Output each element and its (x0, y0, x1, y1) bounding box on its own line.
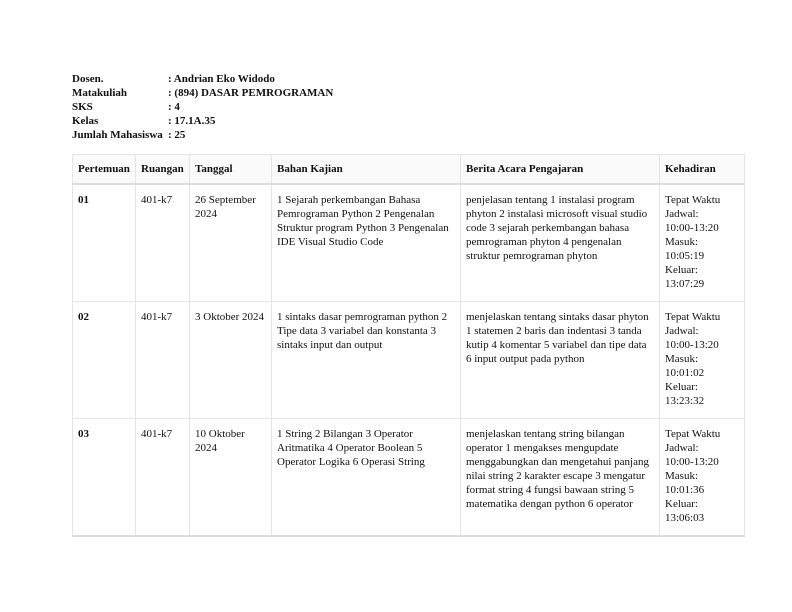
header-tanggal: Tanggal (190, 155, 272, 185)
sks-label: SKS (72, 101, 93, 113)
kehadiran-jadwal-label: Jadwal: (665, 442, 699, 454)
cell-pertemuan: 02 (73, 302, 136, 419)
table-row (73, 184, 745, 302)
kehadiran-masuk: 10:05:19 (665, 250, 705, 262)
kehadiran-keluar: 13:23:32 (665, 395, 705, 407)
kehadiran-keluar-label: Keluar: (665, 498, 698, 510)
cell-bahan-kajian: 1 String 2 Bilangan 3 Operator Aritmatika 4 Operator Boolean 5 Operator Logika 6 Operasi String (272, 419, 461, 537)
cell-bahan-kajian: 1 sintaks dasar pemrograman python 2 Tipe data 3 variabel dan konstanta 3 sintaks input dan output (272, 302, 461, 419)
info-row-jumlah-mahasiswa (72, 128, 333, 142)
cell-tanggal: 26 September 2024 (190, 184, 272, 302)
kelas-label: Kelas (72, 115, 99, 127)
kehadiran-keluar-label: Keluar: (665, 381, 698, 393)
cell-kehadiran (660, 184, 745, 302)
header-pertemuan: Pertemuan (73, 155, 136, 185)
matakuliah-value: : (894) DASAR PEMROGRAMAN (168, 87, 334, 99)
info-row-dosen (72, 72, 333, 86)
kehadiran-status: Tepat Waktu (665, 428, 721, 440)
jumlah-mahasiswa-value: : 25 (168, 129, 186, 141)
matakuliah-label: Matakuliah (72, 87, 128, 99)
jumlah-mahasiswa-label: Jumlah Mahasiswa (72, 129, 163, 141)
kehadiran-jadwal-label: Jadwal: (665, 325, 699, 337)
cell-kehadiran (660, 302, 745, 419)
cell-ruangan: 401-k7 (136, 302, 190, 419)
cell-ruangan: 401-k7 (136, 419, 190, 537)
cell-tanggal: 10 Oktober 2024 (190, 419, 272, 537)
kelas-value: : 17.1A.35 (168, 115, 216, 127)
kehadiran-masuk: 10:01:02 (665, 367, 705, 379)
header-kehadiran: Kehadiran (660, 155, 745, 185)
kehadiran-status: Tepat Waktu (665, 311, 721, 323)
teaching-journal-table (72, 154, 745, 537)
kehadiran-keluar-label: Keluar: (665, 264, 698, 276)
cell-tanggal: 3 Oktober 2024 (190, 302, 272, 419)
kehadiran-jadwal-label: Jadwal: (665, 208, 699, 220)
sks-value: : 4 (168, 101, 180, 113)
table-header-row (73, 155, 745, 185)
header-bahan-kajian: Bahan Kajian (272, 155, 461, 185)
kehadiran-jadwal: 10:00-13:20 (665, 339, 719, 351)
info-row-matakuliah (72, 86, 333, 100)
cell-ruangan: 401-k7 (136, 184, 190, 302)
cell-berita-acara: penjelasan tentang 1 instalasi program phyton 2 instalasi microsoft visual studio code 3 sejarah perkembangan bahasa pemrograman phyton 4 pengenalan struktur pemrograman phyton (461, 184, 660, 302)
cell-kehadiran (660, 419, 745, 537)
kehadiran-masuk-label: Masuk: (665, 236, 698, 248)
cell-berita-acara: menjelaskan tentang sintaks dasar phyton 1 statemen 2 baris dan indentasi 3 tanda kutip 4 komentar 5 variabel dan tipe data 6 input output pada python (461, 302, 660, 419)
header-ruangan: Ruangan (136, 155, 190, 185)
table-row (73, 419, 745, 537)
kehadiran-keluar: 13:07:29 (665, 278, 705, 290)
kehadiran-jadwal: 10:00-13:20 (665, 456, 719, 468)
kehadiran-keluar: 13:06:03 (665, 512, 705, 524)
cell-bahan-kajian: 1 Sejarah perkembangan Bahasa Pemrograman Python 2 Pengenalan Struktur program Python 3 Pengenalan IDE Visual Studio Code (272, 184, 461, 302)
kehadiran-status: Tepat Waktu (665, 194, 721, 206)
course-info (72, 72, 333, 142)
info-row-sks (72, 100, 333, 114)
header-berita-acara: Berita Acara Pengajaran (461, 155, 660, 185)
cell-pertemuan: 01 (73, 184, 136, 302)
dosen-label: Dosen. (72, 73, 104, 85)
dosen-value: : Andrian Eko Widodo (168, 73, 275, 85)
kehadiran-masuk: 10:01:36 (665, 484, 705, 496)
info-row-kelas (72, 114, 333, 128)
kehadiran-jadwal: 10:00-13:20 (665, 222, 719, 234)
cell-berita-acara: menjelaskan tentang string bilangan operator 1 mengakses mengupdate menggabungkan dan mengetahui panjang nilai string 2 karakter escape 3 mengatur format string 4 fungsi bawaan string 5 matematika dengan python 6 operator (461, 419, 660, 537)
kehadiran-masuk-label: Masuk: (665, 470, 698, 482)
cell-pertemuan: 03 (73, 419, 136, 537)
kehadiran-masuk-label: Masuk: (665, 353, 698, 365)
table-row (73, 302, 745, 419)
